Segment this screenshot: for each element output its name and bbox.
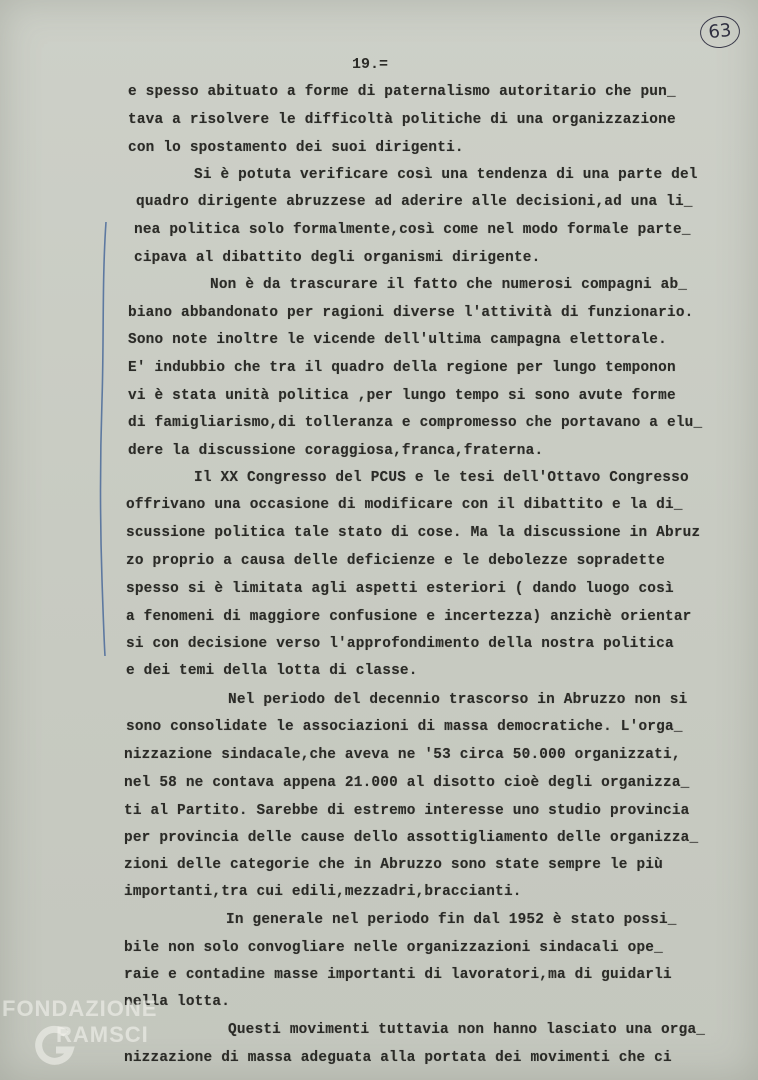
text-line: sono consolidate le associazioni di massa democratiche. L'orga_ bbox=[126, 719, 683, 735]
text-line: a fenomeni di maggiore confusione e incertezza) anzichè orientar bbox=[126, 609, 692, 625]
text-line: spesso si è limitata agli aspetti esteriori ( dando luogo così bbox=[126, 581, 674, 597]
watermark-line2: RAMSCI bbox=[56, 1022, 149, 1047]
text-line: nel 58 ne contava appena 21.000 al disotto cioè degli organizza_ bbox=[124, 775, 690, 791]
text-line: con lo spostamento dei suoi dirigenti. bbox=[128, 140, 464, 156]
archive-page-number-stamp: 63 bbox=[698, 14, 741, 50]
text-line: ti al Partito. Sarebbe di estremo interesse uno studio provincia bbox=[124, 803, 690, 819]
text-line: si con decisione verso l'approfondimento della nostra politica bbox=[126, 636, 674, 652]
page-number: 19.= bbox=[352, 56, 389, 73]
text-line: raie e contadine masse importanti di lavoratori,ma di guidarli bbox=[124, 967, 672, 983]
text-line: bile non solo convogliare nelle organizzazioni sindacali ope_ bbox=[124, 940, 663, 956]
text-line: zioni delle categorie che in Abruzzo sono state sempre le più bbox=[124, 857, 663, 873]
text-line: Si è potuta verificare così una tendenza di una parte del bbox=[194, 167, 698, 183]
text-line: zo proprio a causa delle deficienze e le debolezze sopradette bbox=[126, 553, 665, 569]
text-line: di famigliarismo,di tolleranza e compromesso che portavano a elu_ bbox=[128, 415, 703, 431]
text-line: In generale nel periodo fin dal 1952 è stato possi_ bbox=[226, 912, 677, 928]
text-line: dere la discussione coraggiosa,franca,fraterna. bbox=[128, 443, 544, 459]
text-line: quadro dirigente abruzzese ad aderire alle decisioni,ad una li_ bbox=[136, 194, 693, 210]
text-line: scussione politica tale stato di cose. Ma la discussione in Abruz bbox=[126, 525, 701, 541]
text-line: biano abbandonato per ragioni diverse l'attività di funzionario. bbox=[128, 305, 694, 321]
text-line: per provincia delle cause dello assottigliamento delle organizza_ bbox=[124, 830, 699, 846]
text-line: nea politica solo formalmente,così come nel modo formale parte_ bbox=[134, 222, 691, 238]
text-line: nizzazione di massa adeguata alla portata dei movimenti che ci bbox=[124, 1050, 672, 1066]
text-line: importanti,tra cui edili,mezzadri,braccianti. bbox=[124, 884, 522, 900]
text-line: vi è stata unità politica ,per lungo tempo si sono avute forme bbox=[128, 388, 676, 404]
text-line: nella lotta. bbox=[124, 994, 231, 1010]
text-line: Nel periodo del decennio trascorso in Abruzzo non si bbox=[228, 692, 688, 708]
text-line: tava a risolvere le difficoltà politiche di una organizzazione bbox=[128, 112, 676, 128]
watermark-line1: FONDAZIONE bbox=[2, 996, 158, 1021]
text-line: E' indubbio che tra il quadro della regione per lungo temponon bbox=[128, 360, 676, 376]
text-line: Il XX Congresso del PCUS e le tesi dell'Ottavo Congresso bbox=[194, 470, 689, 486]
margin-pen-mark bbox=[96, 220, 112, 660]
text-line: nizzazione sindacale,che aveva ne '53 circa 50.000 organizzati, bbox=[124, 747, 681, 763]
text-line: offrivano una occasione di modificare con il dibattito e la di_ bbox=[126, 497, 683, 513]
text-line: cipava al dibattito degli organismi dirigente. bbox=[134, 250, 541, 266]
text-line: Non è da trascurare il fatto che numerosi compagni ab_ bbox=[210, 277, 688, 293]
text-line: Questi movimenti tuttavia non hanno lasciato una orga_ bbox=[228, 1022, 706, 1038]
text-line: e spesso abituato a forme di paternalismo autoritario che pun_ bbox=[128, 84, 676, 100]
text-line: Sono note inoltre le vicende dell'ultima campagna elettorale. bbox=[128, 332, 667, 348]
text-line: e dei temi della lotta di classe. bbox=[126, 663, 418, 679]
